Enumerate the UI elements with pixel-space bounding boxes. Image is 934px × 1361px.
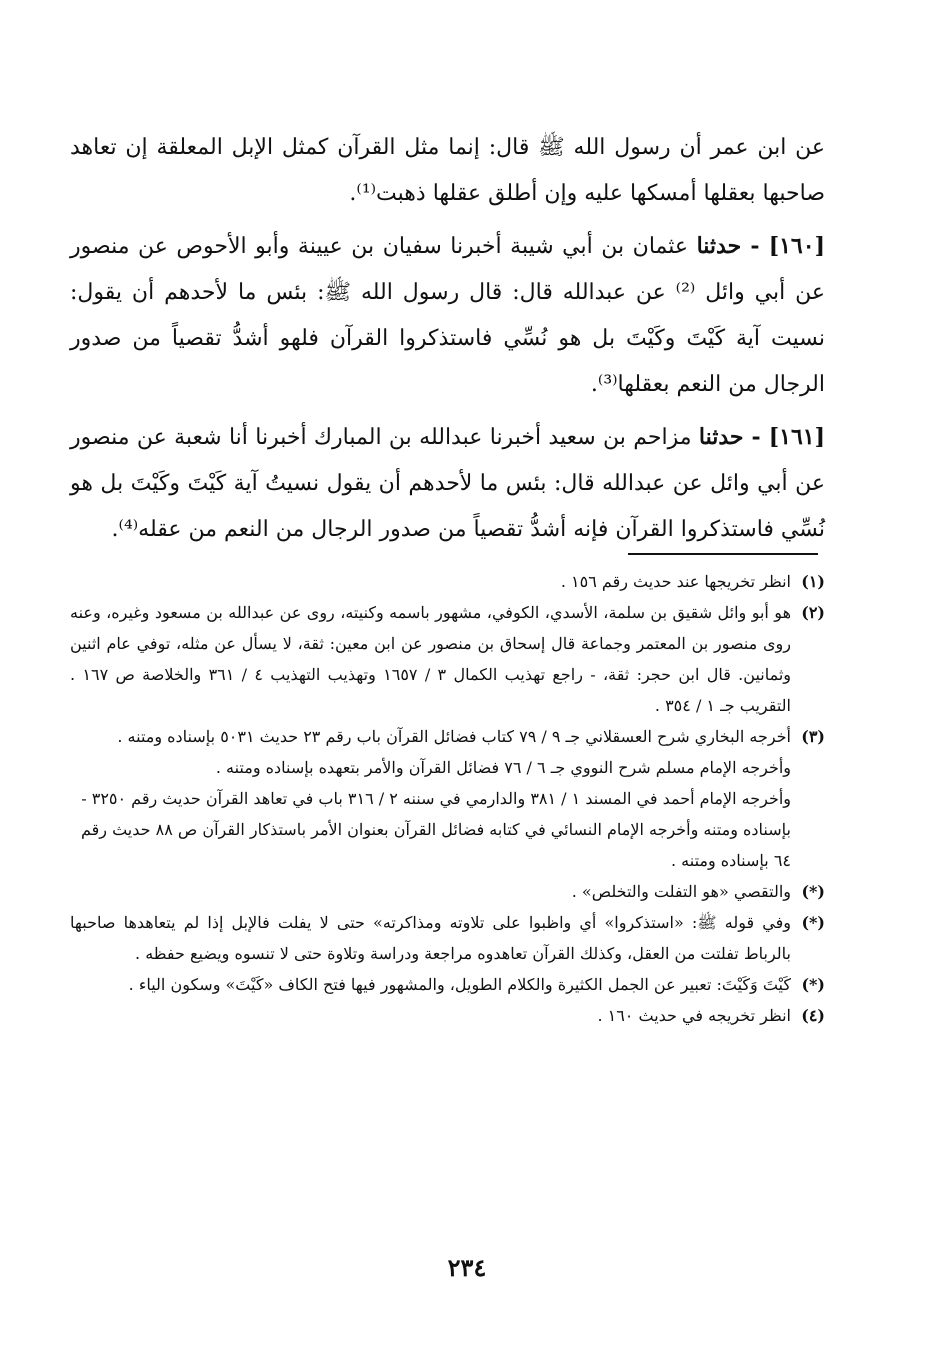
hadith-161-number: [١٦١] - حدثنا: [698, 424, 825, 450]
footnote-star-3-line-1: كَيْتَ وَكَيْتَ: تعبير عن الجمل الكثيرة والكلام الطويل، والمشهور فيها فتح الكاف «كَيْتَ» وسكون الياء .: [128, 975, 791, 994]
footnote-1-mark: (١): [801, 572, 825, 591]
footnote-star-3-mark: (*): [801, 975, 825, 994]
hadith-160-number: [١٦٠] - حدثنا: [696, 233, 825, 259]
footnote-star-1-line-1: والتقصي «هو التفلت والتخلص» .: [571, 882, 791, 901]
paragraph-1-text: عن ابن عمر أن رسول الله ﷺ قال: إنما مثل القرآن كمثل الإبل المعلقة إن تعاهد صاحبها بعقلها أمسكها عليه وإن أطلق عقلها ذهبت⁽¹⁾.: [70, 135, 825, 206]
footnote-star-1-mark: (*): [801, 882, 825, 901]
footnote-star-1: [70, 876, 825, 907]
footnote-3-line-2: وأخرجه الإمام مسلم شرح النووي جـ ٦ / ٧٦ فضائل القرآن والأمر بتعهده بإسناده ومتنه .: [215, 758, 791, 777]
paragraph-1: [70, 124, 825, 217]
footnote-3-line-3: وأخرجه الإمام أحمد في المسند ١ / ٣٨١ والدارمي في سننه ٢ / ٣١٦ باب في تعاهد القرآن حديث رقم ٣٢٥٠ - بإسناده ومتنه وأخرجه الإمام النسائي في كتابه فضائل القرآن بعنوان الأمر باستذكار القرآن ص ٨٨ حديث رقم ٦٤ بإسناده ومتنه .: [80, 789, 791, 870]
footnote-2-line-1: هو أبو وائل شقيق بن سلمة، الأسدي، الكوفي، مشهور باسمه وكنيته، روى عن عبدالله بن مسعود وغيره، وعنه روى منصور بن المعتمر وجماعة قال إسحاق بن منصور عن ابن معين: ثقة، لا يسأل عن مثله، توفي عام اثنين وثمانين. قال ابن حجر: ثقة، - راجع تهذيب الكمال ٣ / ١٦٥٧ وتهذيب التهذيب ٤ / ٣٦١ والخلاصة ص ١٦٧ . التقريب جـ ١ / ٣٥٤ .: [70, 603, 792, 715]
footnote-separator: [628, 553, 818, 555]
footnote-2: [70, 597, 825, 721]
main-text: [70, 124, 825, 553]
paragraph-161: [70, 414, 825, 553]
footnote-1-line-1: انظر تخريجها عند حديث رقم ١٥٦ .: [560, 572, 791, 591]
footnotes: [70, 566, 825, 1031]
footnote-3-mark: (٣): [801, 727, 825, 746]
footnote-4-mark: (٤): [801, 1006, 825, 1025]
footnote-1: [70, 566, 825, 597]
footnote-4-line-1: انظر تخريجه في حديث ١٦٠ .: [597, 1006, 791, 1025]
footnote-2-mark: (٢): [801, 603, 825, 622]
paragraph-160: [70, 223, 825, 408]
footnote-star-3: [70, 969, 825, 1000]
footnote-star-2: [70, 907, 825, 969]
hadith-161-text: مزاحم بن سعيد أخبرنا عبدالله بن المبارك أخبرنا أنا شعبة عن منصور عن أبي وائل عن عبدالله قال: بئس ما لأحدهم أن يقول نسيتُ آية كَيْتَ وكَيْتَ بل هو نُسِّي فاستذكروا القرآن فإنه أشدُّ تقصياً من صدور الرجال من النعم من عقله⁽⁴⁾.: [70, 425, 825, 542]
footnote-4: [70, 1000, 825, 1031]
footnote-3-line-1: أخرجه البخاري شرح العسقلاني جـ ٩ / ٧٩ كتاب فضائل القرآن باب رقم ٢٣ حديث ٥٠٣١ بإسناده ومتنه .: [117, 727, 791, 746]
footnote-star-2-mark: (*): [801, 913, 825, 932]
page-number: ٢٣٤: [447, 1253, 487, 1282]
footnote-3: [70, 721, 825, 752]
footnote-star-2-line-1: وفي قوله ﷺ: «استذكروا» أي واظبوا على تلاوته ومذاكرته» حتى لا يفلت فالإبل إذا لم يتعاهدها صاحبها بالرباط تفلتت من العقل، وكذلك القرآن تعاهدوه مراجعة ودراسة وتلاوة حتى لا تنسوه ويضيع حفظه .: [70, 913, 791, 963]
hadith-160-text: عثمان بن أبي شيبة أخبرنا سفيان بن عيينة وأبو الأحوص عن منصور عن أبي وائل ⁽²⁾ عن عبدالله قال: قال رسول الله ﷺ: بئس ما لأحدهم أن يقول: نسيت آية كَيْتَ وكَيْتَ بل هو نُسِّي فاستذكروا القرآن فلهو أشدُّ تقصياً من صدور الرجال من النعم بعقلها⁽³⁾.: [70, 234, 825, 397]
